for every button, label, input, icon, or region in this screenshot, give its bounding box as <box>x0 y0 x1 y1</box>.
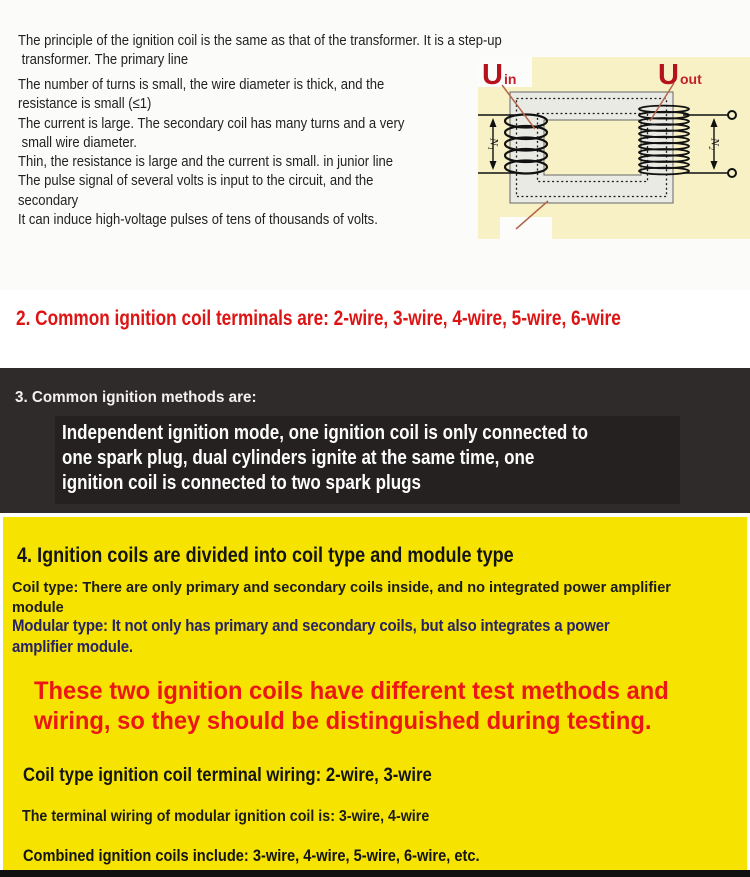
u-out-label: U <box>658 59 679 91</box>
intro-paragraph-1: The principle of the ignition coil is the same as that of the transformer. It is a step-up transformer. The primary line <box>18 32 502 69</box>
combined-wiring-line: Combined ignition coils include: 3-wire, 4-wire, 5-wire, 6-wire, etc. <box>23 846 480 865</box>
coil-types-section <box>3 517 747 870</box>
n1-label: N₁ <box>487 137 502 151</box>
terminals-heading: 2. Common ignition coil terminals are: 2-wire, 3-wire, 4-wire, 5-wire, 6-wire <box>16 307 621 330</box>
u-in-label: U <box>482 59 503 91</box>
transformer-core-icon <box>510 92 673 203</box>
terminal-top-icon <box>728 111 736 119</box>
testing-warning-text: These two ignition coils have different test methods and wiring, so they should be distinguished during testing. <box>34 677 669 735</box>
u-in-subscript: in <box>504 71 517 87</box>
transformer-diagram <box>478 57 750 239</box>
ignition-methods-body: Independent ignition mode, one ignition coil is only connected to one spark plug, dual cylinders ignite at the same time, one ignition coil is connected to two spark plugs <box>62 422 589 494</box>
coil-type-wiring-line: Coil type ignition coil terminal wiring: 2-wire, 3-wire <box>23 765 432 786</box>
modular-wiring-line: The terminal wiring of modular ignition coil is: 3-wire, 4-wire <box>22 808 430 825</box>
intro-paragraph-2: The number of turns is small, the wire diameter is thick, and the resistance is small (≤1) The current is large. The secondary coil has many turns and a very small wire diameter. Thin, the resistance is large and the current is small. in junior line The pulse signal of several volts is input to the circuit, and the secondary It can induce high-voltage pulses of tens of thousands of volts. <box>18 76 405 229</box>
ignition-methods-section <box>0 368 750 513</box>
terminal-bottom-icon <box>728 169 736 177</box>
coil-type-description: Coil type: There are only primary and secondary coils inside, and no integrated power amplifier module <box>12 579 671 616</box>
modular-type-description: Modular type: It not only has primary and secondary coils, but also integrates a power amplifier module. <box>12 616 610 656</box>
n2-label: N₂ <box>708 137 723 151</box>
coil-types-heading: 4. Ignition coils are divided into coil type and module type <box>17 544 514 567</box>
bottom-black-bar <box>0 870 750 877</box>
u-out-subscript: out <box>680 71 702 87</box>
intro-section <box>0 0 750 290</box>
ignition-methods-heading: 3. Common ignition methods are: <box>15 389 257 406</box>
